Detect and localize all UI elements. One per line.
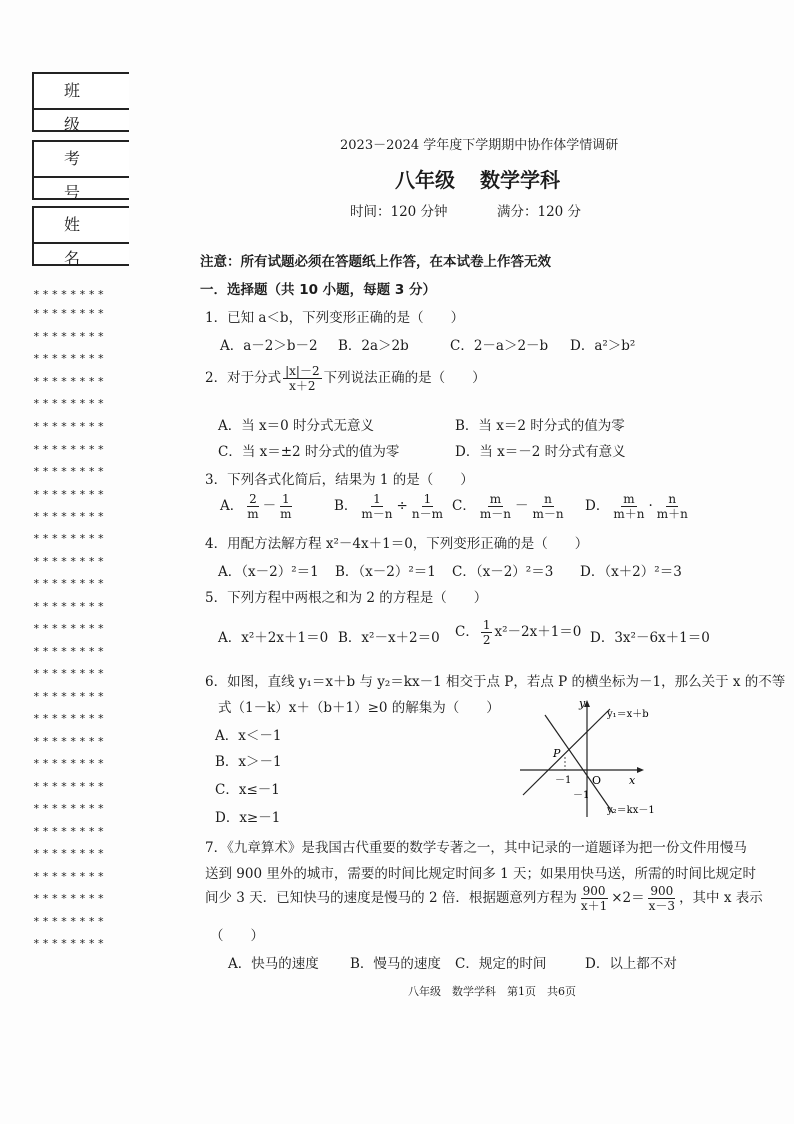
q4-option-d: D．（x＋2）²＝3 xyxy=(580,564,682,580)
q3-b-d1: m－n xyxy=(361,507,393,521)
grade-title: 八年级 xyxy=(395,168,455,192)
q2-frac-num: |x|－2 xyxy=(285,364,320,378)
q1-option-b: B．2a＞2b xyxy=(338,338,409,354)
q5-c-post: x²－2x＋1＝0 xyxy=(494,624,582,640)
star-row: ******** xyxy=(33,375,107,388)
x-axis-label: x xyxy=(629,774,636,787)
q3-b-d2: n－m xyxy=(411,507,443,521)
q1-option-a: A．a－2＞b－2 xyxy=(220,338,318,354)
q7-option-d: D．以上都不对 xyxy=(585,956,677,972)
q3-option-a xyxy=(220,492,296,521)
tick-x-label: －1 xyxy=(555,775,572,786)
q1-option-d: D．a²＞b² xyxy=(570,338,636,354)
q3-a-op: － xyxy=(262,498,277,514)
q6-option-c: C．x≤－1 xyxy=(215,782,280,798)
q2-stem-pre: 2．对于分式 xyxy=(205,370,282,386)
q3-a-n2: 1 xyxy=(282,492,290,506)
full-score: 满分：120 分 xyxy=(497,204,582,220)
q3-d-label: D． xyxy=(585,498,610,514)
q1-stem: 1．已知 a＜b，下列变形正确的是（ ） xyxy=(205,310,465,326)
star-row: ******** xyxy=(33,802,107,815)
q7-f2-den: x－3 xyxy=(648,899,676,913)
name-field xyxy=(32,206,129,266)
q3-d-d2: m＋n xyxy=(656,507,688,521)
q3-option-b xyxy=(334,492,447,521)
q5-option-b: B．x²－x＋2＝0 xyxy=(338,630,440,646)
line-y2-label: y₂＝kx－1 xyxy=(607,805,655,816)
q3-option-d xyxy=(585,492,692,521)
q2-stem xyxy=(205,364,486,393)
q5-option-a: A．x²＋2x＋1＝0 xyxy=(218,630,329,646)
star-row: ******** xyxy=(33,600,107,613)
q7-f2-num: 900 xyxy=(650,884,674,898)
q2-fraction xyxy=(283,364,322,393)
q7-frac2 xyxy=(647,884,677,913)
exam-header: 2023－2024 学年度下学期期中协作体学情调研 xyxy=(340,138,619,153)
q3-d-frac1 xyxy=(611,492,646,521)
q3-d-n1: m xyxy=(623,492,635,506)
star-row: ******** xyxy=(33,735,107,748)
q2-frac-den: x＋2 xyxy=(289,379,316,393)
star-row: ******** xyxy=(33,712,107,725)
q7-option-b: B．慢马的速度 xyxy=(350,956,441,972)
star-row: ******** xyxy=(33,510,107,523)
name-label: 姓 名 xyxy=(34,208,129,244)
q2-option-a: A．当 x＝0 时分式无意义 xyxy=(218,418,375,434)
q5-c-num: 1 xyxy=(482,618,491,632)
line-y1-label: y₁＝x＋b xyxy=(607,709,649,720)
page-footer: 八年级 数学学科 第1页 共6页 xyxy=(408,985,576,998)
q3-c-label: C． xyxy=(452,498,476,514)
q6-line1: 6．如图，直线 y₁＝x＋b 与 y₂＝kx－1 相交于点 P，若点 P 的横坐标为－1，那么关于 x 的不等 xyxy=(205,674,786,690)
q3-d-d1: m＋n xyxy=(613,507,645,521)
tick-y-label: －1 xyxy=(573,790,590,801)
star-row: ******** xyxy=(33,780,107,793)
q3-a-d1: m xyxy=(247,507,259,521)
q7-line3-post: ，其中 x 表示 xyxy=(679,890,763,906)
star-row: ******** xyxy=(33,397,107,410)
q3-c-n2: n xyxy=(544,492,552,506)
q5-option-d: D．3x²－6x＋1＝0 xyxy=(590,630,710,646)
q3-b-n2: 1 xyxy=(423,492,432,506)
q4-stem: 4．用配方法解方程 x²－4x＋1＝0，下列变形正确的是（ ） xyxy=(205,536,589,552)
star-row: ******** xyxy=(33,352,107,365)
q3-option-c xyxy=(452,492,568,521)
class-label: 班 级 xyxy=(34,74,129,110)
q3-c-frac1 xyxy=(478,492,513,521)
section-title: 一．选择题（共 10 小题，每题 3 分） xyxy=(200,282,436,298)
q7-line3-pre: 间少 3 天．已知快马的速度是慢马的 2 倍．根据题意列方程为 xyxy=(205,890,577,906)
q7-f1-den: x＋1 xyxy=(580,899,608,913)
q3-d-op: · xyxy=(648,498,653,514)
q7-option-a: A．快马的速度 xyxy=(228,956,319,972)
star-row: ******** xyxy=(33,330,107,343)
star-row: ******** xyxy=(33,443,107,456)
star-row: ******** xyxy=(33,915,107,928)
q7-mid: ×2＝ xyxy=(611,890,645,906)
q7-frac1 xyxy=(579,884,609,913)
star-row: ******** xyxy=(33,288,107,301)
q6-graph xyxy=(515,695,675,820)
q7-line3 xyxy=(205,884,763,913)
star-row: ******** xyxy=(33,488,107,501)
q7-line1: 7．《九章算术》是我国古代重要的数学专著之一，其中记录的一道题译为把一份文件用慢马 xyxy=(205,840,747,856)
q7-line2: 送到 900 里外的城市，需要的时间比规定时间多 1 天；如果用快马送，所需的时间比规定时 xyxy=(205,866,757,882)
subject-title: 数学学科 xyxy=(480,168,560,192)
q4-option-c: C．（x－2）²＝3 xyxy=(452,564,554,580)
star-row: ******** xyxy=(33,870,107,883)
q3-b-frac2 xyxy=(410,492,445,521)
q3-a-frac2 xyxy=(278,492,293,521)
x-axis-arrow xyxy=(637,767,644,773)
q3-b-n1: 1 xyxy=(373,492,381,506)
q3-a-d2: m xyxy=(280,507,292,521)
origin-label: O xyxy=(592,774,602,787)
q3-a-frac1 xyxy=(245,492,260,521)
q3-a-n1: 2 xyxy=(249,492,257,506)
q3-c-op: － xyxy=(514,498,529,514)
q7-option-c: C．规定的时间 xyxy=(455,956,547,972)
q2-option-b: B．当 x＝2 时分式的值为零 xyxy=(455,418,625,434)
q4-option-b: B．（x－2）²＝1 xyxy=(335,564,436,580)
q3-c-frac2 xyxy=(530,492,565,521)
star-row: ******** xyxy=(33,555,107,568)
q1-option-c: C．2－a＞2－b xyxy=(450,338,549,354)
star-row: ******** xyxy=(33,420,107,433)
q6-option-b: B．x＞－1 xyxy=(215,754,282,770)
q3-b-op: ÷ xyxy=(396,498,408,514)
q3-c-d1: m－n xyxy=(479,507,511,521)
star-row: ******** xyxy=(33,825,107,838)
q5-c-label: C． xyxy=(455,624,479,640)
q5-stem: 5．下列方程中两根之和为 2 的方程是（ ） xyxy=(205,590,488,606)
star-row: ******** xyxy=(33,532,107,545)
q6-option-d: D．x≥－1 xyxy=(215,810,281,826)
q4-option-a: A．（x－2）²＝1 xyxy=(218,564,319,580)
q3-d-n2: n xyxy=(668,492,677,506)
q3-d-frac2 xyxy=(655,492,690,521)
exam-number-label: 考 号 xyxy=(34,142,129,178)
exam-number-field xyxy=(32,140,129,200)
q3-b-frac1 xyxy=(359,492,394,521)
star-row: ******** xyxy=(33,667,107,680)
star-row: ******** xyxy=(33,622,107,635)
star-row: ******** xyxy=(33,307,107,320)
star-row: ******** xyxy=(33,757,107,770)
q5-c-frac xyxy=(481,618,493,647)
class-field xyxy=(32,72,129,132)
exam-time: 时间：120 分钟 xyxy=(350,204,448,220)
q3-b-label: B． xyxy=(334,498,358,514)
q5-c-den: 2 xyxy=(482,633,491,647)
q7-f1-num: 900 xyxy=(582,884,606,898)
q2-stem-post: 下列说法正确的是（ ） xyxy=(323,370,486,386)
q2-option-d: D．当 x＝－2 时分式有意义 xyxy=(455,444,626,460)
q5-option-c xyxy=(455,618,581,647)
q6-line2: 式（1－k）x＋（b＋1）≥0 的解集为（ ） xyxy=(218,700,500,716)
star-row: ******** xyxy=(33,465,107,478)
q7-line4: （ ） xyxy=(210,928,264,944)
star-row: ******** xyxy=(33,577,107,590)
star-row: ******** xyxy=(33,937,107,950)
star-row: ******** xyxy=(33,690,107,703)
point-p-label: P xyxy=(553,747,561,760)
notice: 注意：所有试题必须在答题纸上作答，在本试卷上作答无效 xyxy=(200,254,551,270)
y-axis-label: y xyxy=(579,697,586,710)
star-row: ******** xyxy=(33,645,107,658)
star-row: ******** xyxy=(33,847,107,860)
q3-stem: 3．下列各式化简后，结果为 1 的是（ ） xyxy=(205,472,474,488)
q6-option-a: A．x＜－1 xyxy=(215,728,282,744)
q3-c-d2: m－n xyxy=(532,507,564,521)
star-row: ******** xyxy=(33,892,107,905)
q2-option-c: C．当 x＝±2 时分式的值为零 xyxy=(218,444,400,460)
q3-a-label: A． xyxy=(220,498,244,514)
q3-c-n1: m xyxy=(489,492,502,506)
